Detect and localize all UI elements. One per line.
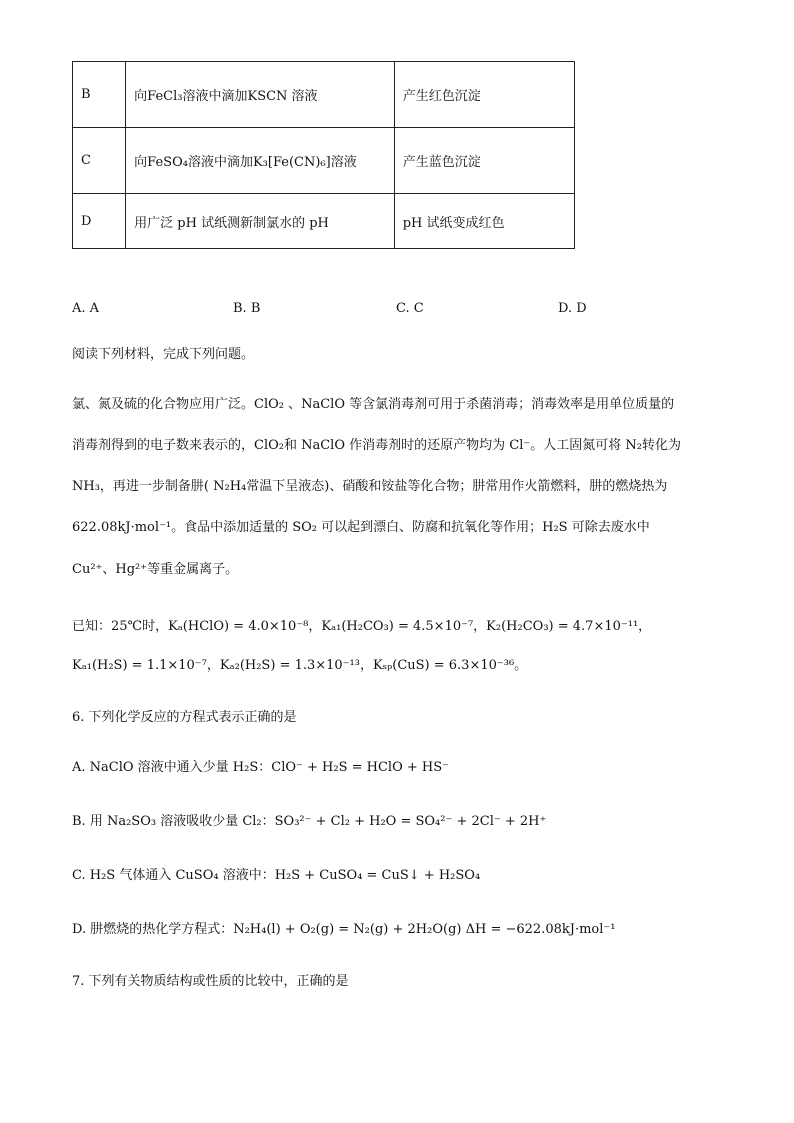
row-operation: 向FeCl₃溶液中滴加KSCN 溶液 (126, 62, 395, 128)
choice-a[interactable]: A. A (72, 301, 100, 316)
row-phenomenon: 产生红色沉淀 (394, 62, 574, 128)
q6-option-b[interactable]: B. 用 Na₂SO₃ 溶液吸收少量 Cl₂：SO₃²⁻ + Cl₂ + H₂O = SO₄²⁻ + 2Cl⁻ + 2H⁺ (72, 814, 547, 829)
table-row (73, 128, 575, 194)
row-operation: 用广泛 pH 试纸测新制氯水的 pH (126, 194, 395, 249)
material-line-3: NH₃，再进一步制备肼( N₂H₄常温下呈液态)、硝酸和铵盐等化合物；肼常用作火箭燃料，肼的燃烧热为 (72, 479, 668, 494)
row-operation: 向FeSO₄溶液中滴加K₃[Fe(CN)₆]溶液 (126, 128, 395, 194)
reading-intro: 阅读下列材料，完成下列问题。 (72, 347, 255, 362)
material-line-1: 氯、氮及硫的化合物应用广泛。ClO₂ 、NaClO 等含氯消毒剂可用于杀菌消毒；消毒效率是用单位质量的 (72, 397, 675, 412)
experiment-table (72, 61, 575, 249)
question-6-stem: 6. 下列化学反应的方程式表示正确的是 (72, 710, 297, 725)
known-constants-line-2: Kₐ₁(H₂S) = 1.1×10⁻⁷，Kₐ₂(H₂S) = 1.3×10⁻¹³，Kₛₚ(CuS) = 6.3×10⁻³⁶。 (72, 658, 528, 673)
row-label: D (73, 194, 126, 249)
table-row (73, 194, 575, 249)
q6-option-c[interactable]: C. H₂S 气体通入 CuSO₄ 溶液中：H₂S + CuSO₄ = CuS↓ + H₂SO₄ (72, 868, 481, 883)
known-constants-line-1: 已知：25℃时，Kₐ(HClO) = 4.0×10⁻⁸，Kₐ₁(H₂CO₃) = 4.5×10⁻⁷，K₂(H₂CO₃) = 4.7×10⁻¹¹， (72, 619, 652, 634)
choice-c[interactable]: C. C (396, 301, 424, 316)
row-phenomenon: 产生蓝色沉淀 (394, 128, 574, 194)
question-7-stem: 7. 下列有关物质结构或性质的比较中，正确的是 (72, 974, 349, 989)
q6-option-a[interactable]: A. NaClO 溶液中通入少量 H₂S：ClO⁻ + H₂S = HClO + HS⁻ (72, 760, 450, 775)
row-label: C (73, 128, 126, 194)
choice-b[interactable]: B. B (233, 301, 261, 316)
table-row (73, 62, 575, 128)
row-phenomenon: pH 试纸变成红色 (394, 194, 574, 249)
row-label: B (73, 62, 126, 128)
choice-d[interactable]: D. D (558, 301, 587, 316)
material-line-5: Cu²⁺、Hg²⁺等重金属离子。 (72, 562, 239, 577)
material-line-4: 622.08kJ·mol⁻¹。食品中添加适量的 SO₂ 可以起到漂白、防腐和抗氧化等作用；H₂S 可除去废水中 (72, 520, 650, 535)
material-line-2: 消毒剂得到的电子数来表示的，ClO₂和 NaClO 作消毒剂时的还原产物均为 Cl⁻。人工固氮可将 N₂转化为 (72, 438, 681, 453)
q6-option-d[interactable]: D. 肼燃烧的热化学方程式：N₂H₄(l) + O₂(g) = N₂(g) + 2H₂O(g) ΔH = −622.08kJ·mol⁻¹ (72, 922, 616, 937)
